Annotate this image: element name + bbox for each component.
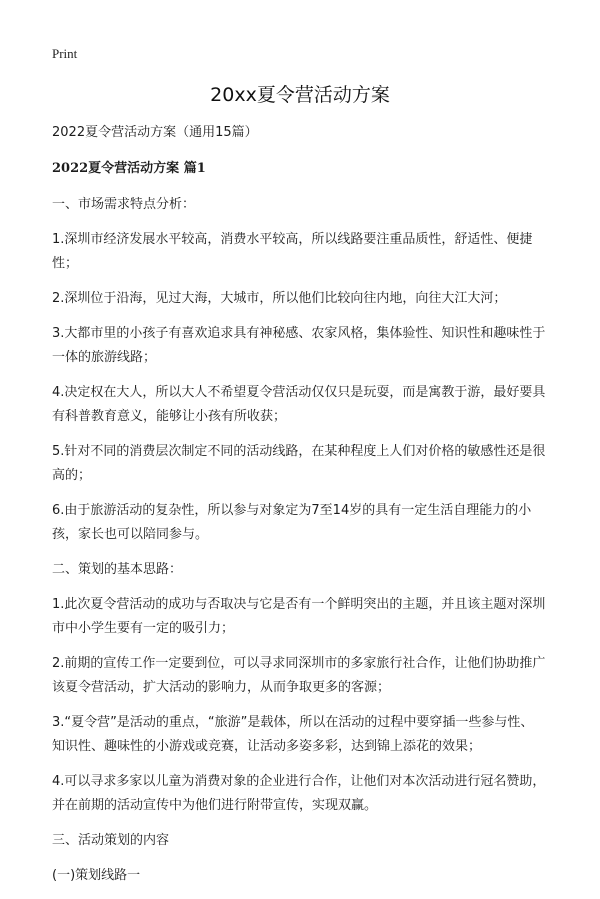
page-title: 20xx夏令营活动方案 (210, 84, 390, 106)
paragraph: 4.可以寻求多家以儿童为消费对象的企业进行合作，让他们对本次活动进行冠名赞助，并在前期的活动宣传中为他们进行附带宣传，实现双赢。 (52, 774, 546, 813)
paragraph: 2.深圳位于沿海，见过大海，大城市，所以他们比较向往内地，向往大江大河； (52, 291, 507, 306)
document-subtitle: 2022夏令营活动方案（通用15篇） (52, 125, 258, 140)
paragraph: 6.由于旅游活动的复杂性，所以参与对象定为7至14岁的具有一定生活自理能力的小孩，家长也可以陪同参与。 (52, 503, 532, 542)
paragraph: 4.决定权在大人，所以大人不希望夏令营活动仅仅只是玩耍，而是寓教于游，最好要具有科普教育意义，能够让小孩有所收获； (52, 385, 546, 424)
paragraph: 1.此次夏令营活动的成功与否取决与它是否有一个鲜明突出的主题，并且该主题对深圳市中小学生要有一定的吸引力； (52, 597, 546, 636)
paragraph: 3.大都市里的小孩子有喜欢追求具有神秘感、农家风格，集体验性、知识性和趣味性于一体的旅游线路； (52, 326, 546, 365)
document-body (52, 121, 546, 899)
paragraph: 1.深圳市经济发展水平较高，消费水平较高，所以线路要注重品质性，舒适性、便捷性； (52, 232, 533, 271)
paragraph: 5.针对不同的消费层次制定不同的活动线路，在某种程度上人们对价格的敏感性还是很高的； (52, 444, 546, 483)
paragraph-heading-planning-ideas: 二、策划的基本思路： (52, 562, 183, 577)
section-heading: 2022夏令营活动方案 篇1 (52, 161, 206, 176)
paragraph-route-one: (一)策划线路一 (52, 868, 141, 883)
paragraph: 3.“夏令营”是活动的重点，“旅游”是载体，所以在活动的过程中要穿插一些参与性、知识性、趣味性的小游戏或竞赛，让活动多姿多彩，达到锦上添花的效果； (52, 715, 534, 754)
print-link[interactable]: Print (52, 46, 78, 61)
paragraph: 2.前期的宣传工作一定要到位，可以寻求同深圳市的多家旅行社合作，让他们协助推广该夏令营活动，扩大活动的影响力，从而争取更多的客源； (52, 656, 546, 695)
paragraph-heading-activity-content: 三、活动策划的内容 (52, 833, 170, 848)
paragraph-heading-market-analysis: 一、市场需求特点分析： (52, 197, 196, 212)
